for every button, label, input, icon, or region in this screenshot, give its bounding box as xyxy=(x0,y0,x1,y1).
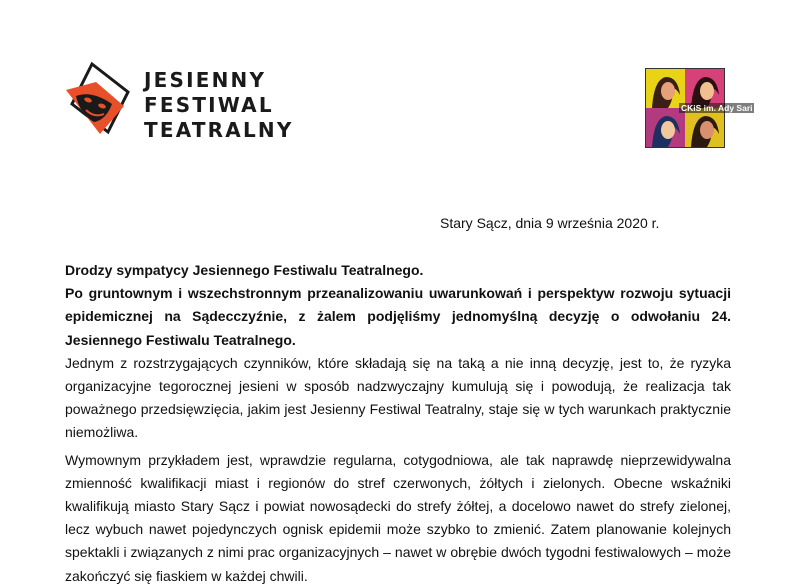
theatre-mask-icon xyxy=(62,60,140,138)
paragraph-2: Wymownym przykładem jest, wprawdzie regularna, cotygodniowa, ale tak naprawdę nieprzewidywalna zmienność kwalifikacji miast i regionów do stref czerwonych, żółtych i zielonych. Obecne wskaźniki kwalifikują miasto Stary Sącz i powiat nowosądecki do strefy żółtej, a docelowo nawet do strefy zielonej, lecz wybuch nawet pojedynczych ognisk epidemii może szybko to zmienić. Zatem planowanie kolejnych spektakli i związanych z nimi prac organizacyjnych – nawet w obrębie dwóch tygodni festiwalowych – może zakończyć się fiaskiem w każdej chwili. xyxy=(65,451,731,584)
paragraph-1: Jednym z rozstrzygających czynników, które składają się na taką a nie inną decyzję, jest to, że ryzyka organizacyjne tegorocznej jesieni w sposób nadzwyczajny kumulują się i powodują, że realizacja tak poważnego przedsięwzięcia, jakim jest Jesienny Festiwal Teatralny, staje się w tych warunkach praktycznie niemożliwa. xyxy=(65,354,731,441)
logo-line-3: TEATRALNY xyxy=(144,118,294,142)
logo-line-1: JESIENNY xyxy=(144,68,267,92)
letter-body xyxy=(65,259,731,588)
portrait-tile-3 xyxy=(646,108,685,147)
date-line: Stary Sącz, dnia 9 września 2020 r. xyxy=(440,215,660,231)
festival-logo xyxy=(62,60,312,150)
greeting: Drodzy sympatycy Jesiennego Festiwalu Teatralnego. xyxy=(65,262,424,278)
festival-logo-text xyxy=(144,68,294,143)
ckis-logo-label: CKiS im. Ady Sari xyxy=(681,103,753,113)
portrait-tile-4 xyxy=(685,108,724,147)
lead-paragraph: Po gruntownym i wszechstronnym przeanalizowaniu uwarunkowań i perspektyw rozwoju sytuacji epidemicznej na Sądecczyźnie, z żalem podjęliśmy jednomyślną decyzję o odwołaniu 24. Jesiennego Festiwalu Teatralnego. xyxy=(65,285,731,348)
ckis-logo xyxy=(645,68,753,148)
logo-line-2: FESTIWAL xyxy=(144,93,274,117)
